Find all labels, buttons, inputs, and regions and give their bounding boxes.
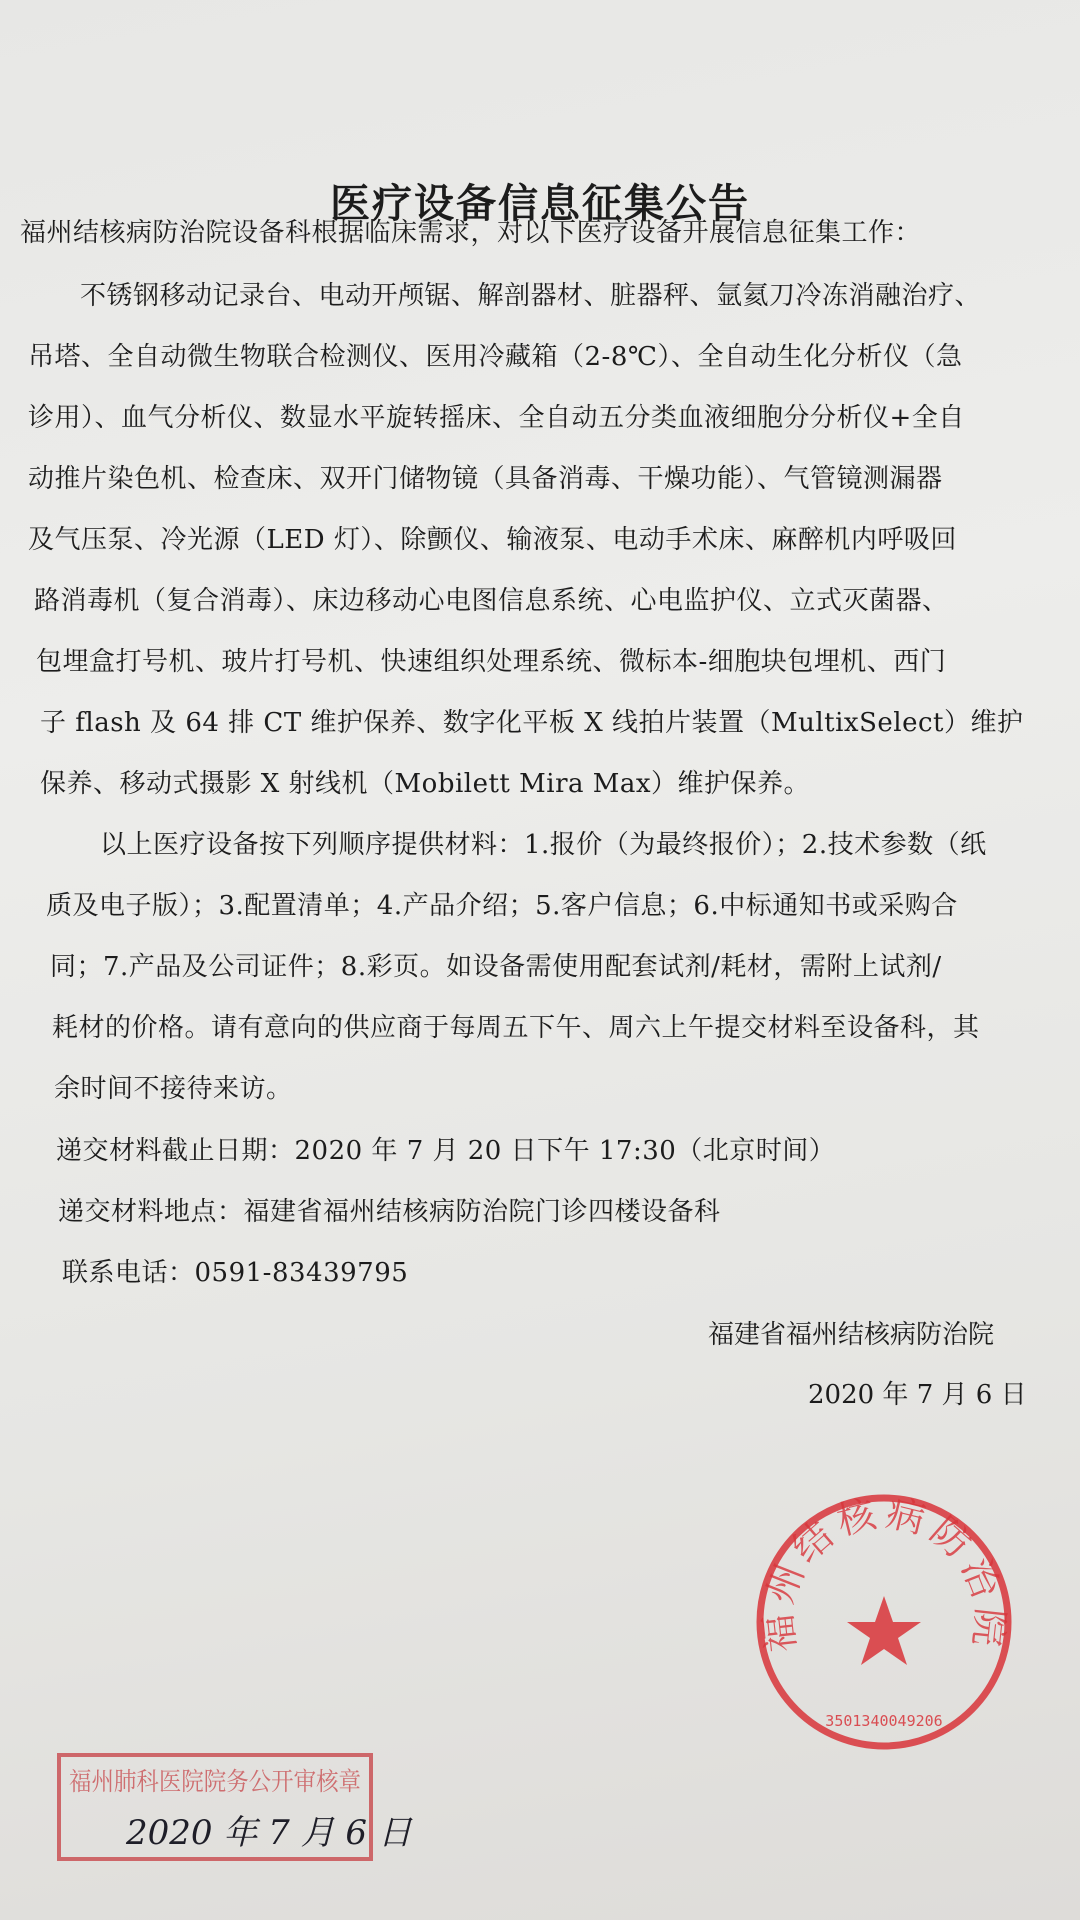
review-stamp-icon <box>56 1752 412 1862</box>
body-line: 不锈钢移动记录台、电动开颅锯、解剖器材、脏器秤、氩氦刀冷冻消融治疗、 <box>80 281 982 311</box>
body-line: 子 flash 及 64 排 CT 维护保养、数字化平板 X 线拍片装置（MultixSelect）维护 <box>40 708 1024 738</box>
body-line: 动推片染色机、检查床、双开门储物镜（具备消毒、干燥功能）、气管镜测漏器 <box>28 464 943 494</box>
body-line: 保养、移动式摄影 X 射线机（Mobilett Mira Max）维护保养。 <box>40 769 811 799</box>
signature-date: 2020 年 7 月 6 日 <box>808 1380 1027 1410</box>
location-line: 递交材料地点：福建省福州结核病防治院门诊四楼设备科 <box>58 1197 721 1227</box>
body-line: 同；7.产品及公司证件；8.彩页。如设备需使用配套试剂/耗材，需附上试剂/ <box>50 952 942 982</box>
official-seal-icon <box>750 1488 1018 1756</box>
signature-org: 福建省福州结核病防治院 <box>708 1320 995 1350</box>
body-line: 及气压泵、冷光源（LED 灯）、除颤仪、输液泵、电动手术床、麻醉机内呼吸回 <box>28 525 957 555</box>
seal-text: 福州结核病防治院 <box>755 1490 1013 1655</box>
body-line: 吊塔、全自动微生物联合检测仪、医用冷藏箱（2-8℃）、全自动生化分析仪（急 <box>28 342 963 372</box>
body-line: 耗材的价格。请有意向的供应商于每周五下午、周六上午提交材料至设备科，其 <box>52 1013 980 1043</box>
body-line: 以上医疗设备按下列顺序提供材料：1.报价（为最终报价）；2.技术参数（纸 <box>100 830 987 860</box>
body-line: 余时间不接待来访。 <box>54 1074 293 1104</box>
notice-title: 医疗设备信息征集公告 <box>330 180 750 227</box>
body-line: 路消毒机（复合消毒）、床边移动心电图信息系统、心电监护仪、立式灭菌器、 <box>34 586 949 616</box>
intro-paragraph: 福州结核病防治院设备科根据临床需求，对以下医疗设备开展信息征集工作： <box>20 218 922 248</box>
body-line: 包埋盒打号机、玻片打号机、快速组织处理系统、微标本-细胞块包埋机、西门 <box>36 647 947 677</box>
body-line: 质及电子版）；3.配置清单；4.产品介绍；5.客户信息；6.中标通知书或采购合 <box>46 891 958 921</box>
review-stamp-text: 福州肺科医院院务公开审核章 <box>69 1767 361 1796</box>
deadline-line: 递交材料截止日期：2020 年 7 月 20 日下午 17:30（北京时间） <box>56 1136 836 1166</box>
seal-code: 3501340049206 <box>825 1712 943 1730</box>
handwritten-date: 2020 年 7 月 6 日 <box>126 1813 412 1853</box>
phone-line: 联系电话：0591-83439795 <box>62 1258 409 1288</box>
body-line: 诊用）、血气分析仪、数显水平旋转摇床、全自动五分类血液细胞分分析仪+全自 <box>28 403 965 433</box>
